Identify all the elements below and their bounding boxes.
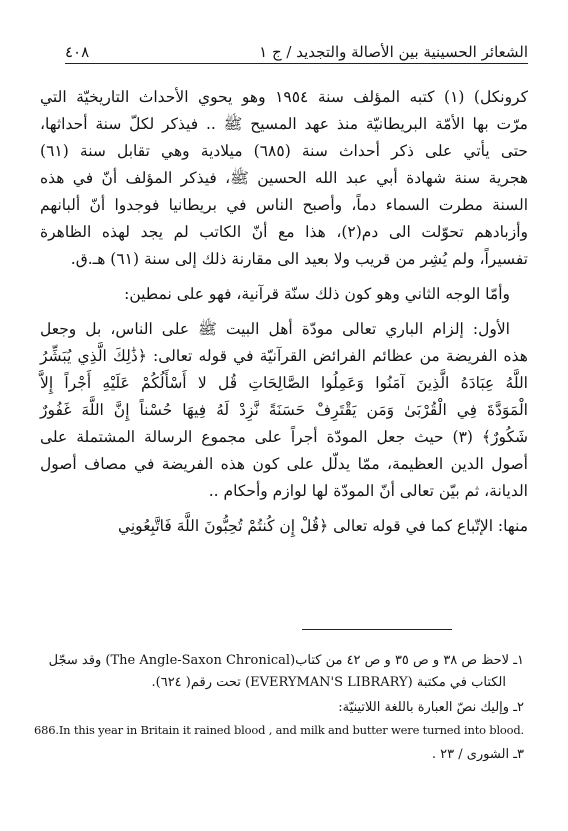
- footnote-3: ٣ـ الشورى / ٢٣ .: [431, 747, 524, 762]
- text-line: حتى يأتي على ذكر أحداث سنة (٦٨٥) ميلادية وهي تقابل سنة (٦١): [40, 142, 528, 160]
- footnote-2: ٢ـ وإليك نصّ العبارة باللغة اللاتينيّة:: [338, 700, 524, 715]
- text-line: شَكُورٌ﴾ (٣) حيث جعل المودّة أجراً على مجموع الرسالة المشتملة على: [40, 428, 528, 446]
- text-line: السنة مطرت السماء دماً، وأصبح الناس في بريطانيا فوجدوا أنّ ألبانهم: [40, 196, 528, 214]
- text-line: أصول الدين العظيمة، ممّا يدلّل على كون هذه الفريضة في مصاف أصول: [40, 455, 528, 473]
- footnote-2-quote: [34, 719, 524, 741]
- text-line: هذه الفريضة من عظائم الفرائض القرآنيّة في قوله تعالى: ﴿ذَٰلِكَ الَّذِي يُبَشِّرُ: [40, 347, 528, 365]
- latin-quote: 686.In this year in Britain it rained blood , and milk and butter were turned into blood.: [34, 723, 524, 737]
- quran-verse-line: اللَّهُ عِبَادَهُ الَّذِينَ آمَنُوا وَعَمِلُوا الصَّالِحَاتِ قُل لا أَسْأَلُكُمْ عَلَيْهِ أَجْراً إِلاَّ: [40, 374, 528, 392]
- paragraph-line: منها: الإتّباع كما في قوله تعالى ﴿قُلْ إِن كُنتُمْ تُحِبُّونَ اللَّهَ فَاتَّبِعُونِي: [117, 517, 528, 535]
- footnote-1-cont: الكتاب في مكتبة (EVERYMAN'S LIBRARY) تحت رقم( ٦٢٤).: [151, 675, 506, 690]
- text-line: هجرية سنة شهادة أبي عبد الله الحسين ﷺ، فيذكر المؤلف أنّ في هذه: [40, 169, 528, 187]
- running-title: الشعائر الحسينية بين الأصالة والتجديد / ج ١: [259, 43, 528, 61]
- text-line: الديانة، ثم بيّن تعالى أنّ المودّة لها لوازم وأحكام ..: [208, 482, 528, 500]
- quran-verse-line: الْمَوَدَّةَ فِي الْقُرْبَىٰ وَمَن يَقْتَرِفْ حَسَنَةً نَّزِدْ لَهُ فِيهَا حُسْناً إِنَّ اللَّهَ غَفُورٌ: [40, 401, 528, 419]
- text-line: وأزبادهم تحوّلت الى دم(٢)، هذا مع أنّ الكاتب لم يجد لهذه الظاهرة: [40, 223, 528, 241]
- footnote-1: ١ـ لاحظ ص ٣٨ و ص ٣٥ و ص ٤٢ من كتاب(The Angle-Saxon Chronical) وقد سجّل: [48, 653, 524, 668]
- text-line: تفسيراً، ولم يُشِر من قريب ولا بعيد الى مقارنة ذلك إلى سنة (٦١) هـ.ق.: [70, 250, 528, 268]
- main-text: [40, 84, 528, 540]
- footnotes: [34, 650, 524, 766]
- paragraph-line: وأمّا الوجه الثاني وهو كون ذلك سنّة قرآنية، فهو على نمطين:: [124, 285, 510, 303]
- page-header: [65, 33, 528, 61]
- footnote-rule: [302, 629, 452, 630]
- header-rule: [65, 63, 528, 64]
- text-line: مرّت بها الأمّة البريطانيّة منذ عهد المسيح ﷺ .. فيذكر لكلّ سنة أحداثها،: [40, 115, 528, 133]
- paragraph-line: الأول: إلزام الباري تعالى مودّة أهل البيت ﷺ على الناس، بل وجعل: [40, 320, 510, 338]
- text-line: كرونكل) (١) كتبه المؤلف سنة ١٩٥٤ وهو يحوي الأحداث التاريخيّة التي: [40, 88, 528, 106]
- page-number: ٤٠٨: [65, 43, 90, 61]
